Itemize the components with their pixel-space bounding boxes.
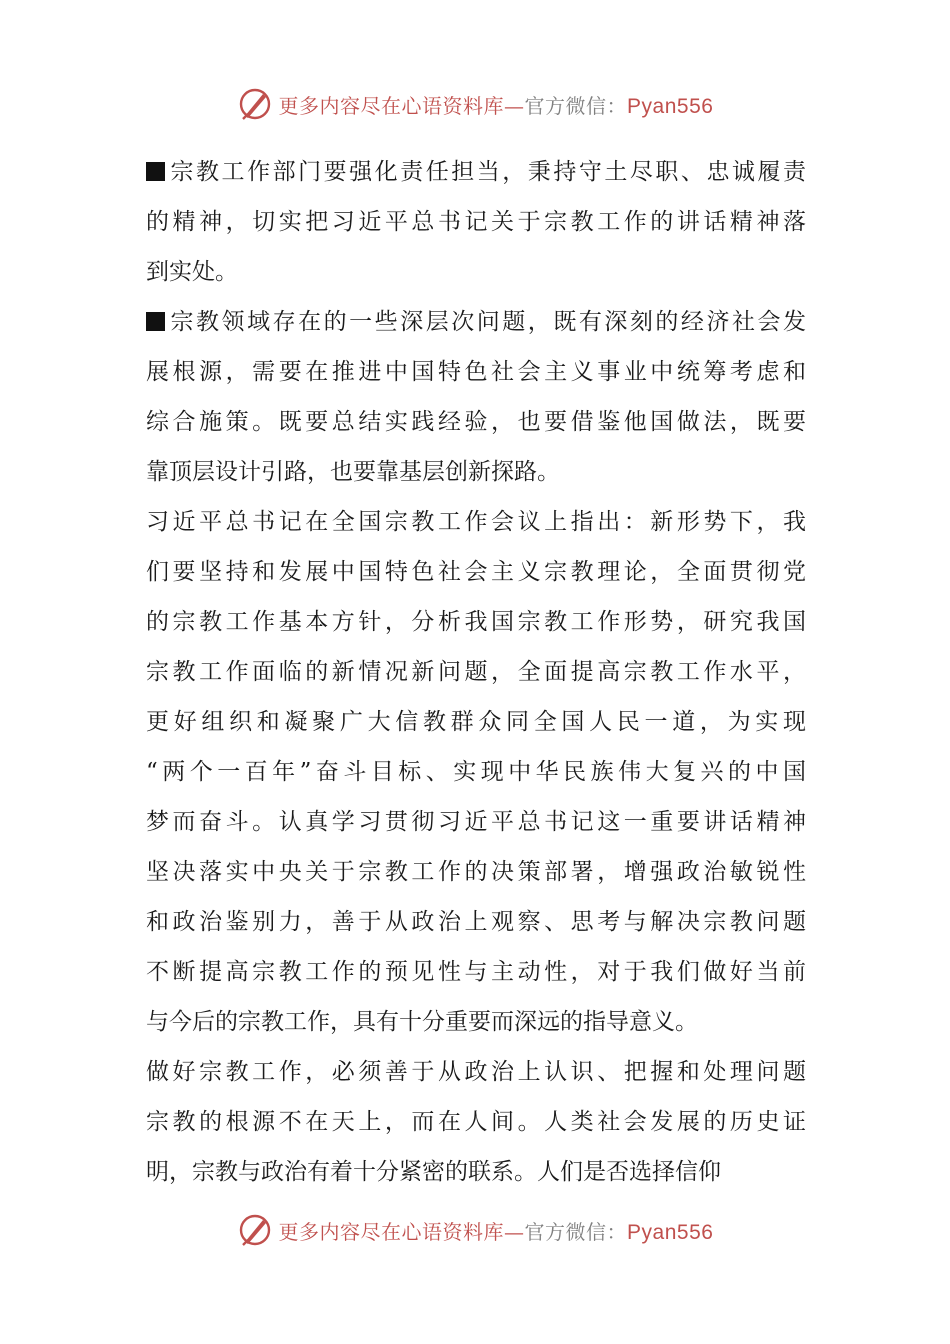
paragraph-line <box>146 1047 806 1097</box>
paragraph <box>146 1047 806 1197</box>
line-text: 综合施策。既要总结实践经验，也要借鉴他国做法，既要 <box>146 409 806 435</box>
document-body <box>146 147 806 1197</box>
line-text: 习近平总书记在全国宗教工作会议上指出：新形势下，我 <box>146 509 806 535</box>
paragraph-line <box>146 397 806 447</box>
paragraph-line <box>146 797 806 847</box>
line-text: 宗教工作面临的新情况新问题，全面提高宗教工作水平， <box>146 659 806 685</box>
square-bullet-icon <box>146 162 165 181</box>
line-text: 们要坚持和发展中国特色社会主义宗教理论，全面贯彻党 <box>146 559 806 585</box>
line-text: 和政治鉴别力，善于从政治上观察、思考与解决宗教问题 <box>146 909 806 935</box>
paragraph <box>146 497 806 1047</box>
wechat-id: Pyan556 <box>627 1220 714 1244</box>
paragraph-line <box>146 547 806 597</box>
line-text: 明，宗教与政治有着十分紧密的联系。人们是否选择信仰 <box>146 1159 721 1185</box>
paragraph <box>146 147 806 297</box>
paragraph <box>146 297 806 497</box>
paragraph-line <box>146 147 806 197</box>
paragraph-line <box>146 647 806 697</box>
line-text: 靠顶层设计引路，也要靠基层创新探路。 <box>146 459 560 485</box>
line-text: 展根源，需要在推进中国特色社会主义事业中统筹考虑和 <box>146 359 806 385</box>
footer-banner <box>0 1208 950 1252</box>
line-text: 做好宗教工作，必须善于从政治上认识、把握和处理问题 <box>146 1059 806 1085</box>
line-text: “两个一百年”奋斗目标、实现中华民族伟大复兴的中国 <box>146 759 806 785</box>
wechat-label: 官方微信： <box>524 1219 628 1244</box>
banner-dash: — <box>504 93 525 118</box>
paragraph-line <box>146 897 806 947</box>
paragraph-line <box>146 497 806 547</box>
line-text: 宗教的根源不在天上，而在人间。人类社会发展的历史证 <box>146 1109 806 1135</box>
line-text: 更好组织和凝聚广大信教群众同全国人民一道，为实现 <box>146 709 806 735</box>
paragraph-line <box>146 947 806 997</box>
square-bullet-icon <box>146 312 165 331</box>
line-text: 与今后的宗教工作，具有十分重要而深远的指导意义。 <box>146 1009 698 1035</box>
line-text: 到实处。 <box>146 259 238 285</box>
paragraph-line <box>146 847 806 897</box>
line-text: 不断提高宗教工作的预见性与主动性，对于我们做好当前 <box>146 959 806 985</box>
paragraph-line <box>146 597 806 647</box>
line-text: 的宗教工作基本方针，分析我国宗教工作形势，研究我国 <box>146 609 806 635</box>
wechat-label: 官方微信： <box>524 93 628 118</box>
banner-main-text: 更多内容尽在心语资料库 <box>278 93 505 118</box>
paragraph-line <box>146 447 806 497</box>
line-text: 梦而奋斗。认真学习贯彻习近平总书记这一重要讲话精神 <box>146 809 806 835</box>
quill-pen-logo-icon <box>237 86 273 122</box>
line-text: 的精神，切实把习近平总书记关于宗教工作的讲话精神落 <box>146 209 806 235</box>
paragraph-line <box>146 997 806 1047</box>
quill-pen-logo-icon <box>237 1212 273 1248</box>
line-text: 宗教工作部门要强化责任担当，秉持守土尽职、忠诚履责 <box>168 159 806 185</box>
paragraph-line <box>146 247 806 297</box>
paragraph-line <box>146 747 806 797</box>
paragraph-line <box>146 197 806 247</box>
wechat-id: Pyan556 <box>627 94 714 118</box>
paragraph-line <box>146 697 806 747</box>
header-banner <box>0 82 950 126</box>
banner-text <box>279 1216 714 1245</box>
banner-dash: — <box>504 1219 525 1244</box>
banner-text <box>279 90 714 119</box>
paragraph-line <box>146 1147 806 1197</box>
paragraph-line <box>146 297 806 347</box>
paragraph-line <box>146 347 806 397</box>
line-text: 宗教领域存在的一些深层次问题，既有深刻的经济社会发 <box>168 309 806 335</box>
line-text: 坚决落实中央关于宗教工作的决策部署，增强政治敏锐性 <box>146 859 806 885</box>
paragraph-line <box>146 1097 806 1147</box>
banner-main-text: 更多内容尽在心语资料库 <box>278 1219 505 1244</box>
